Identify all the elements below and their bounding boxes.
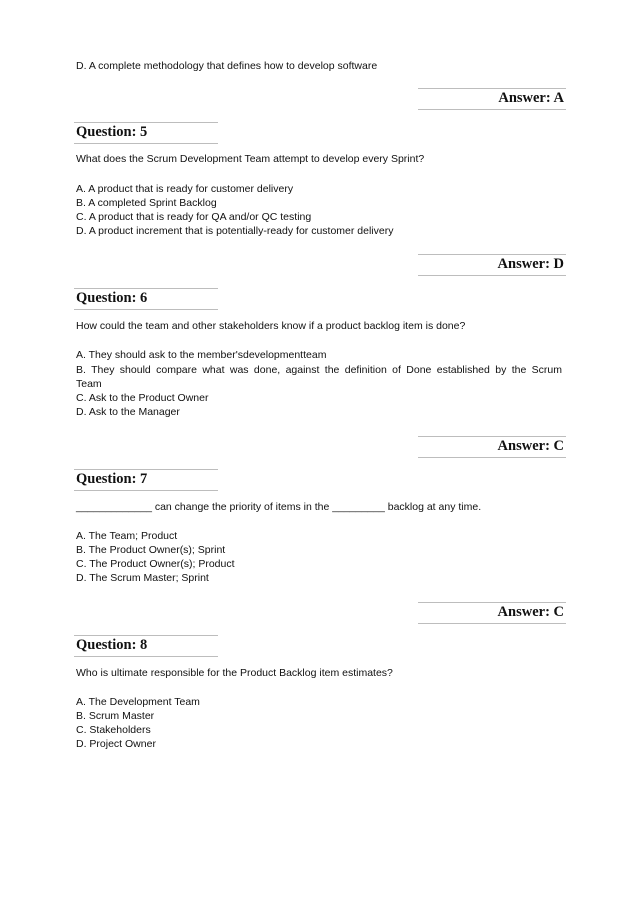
answer-label: Answer: C	[497, 604, 564, 620]
question-7-heading	[74, 469, 218, 491]
question-6-heading	[74, 288, 218, 310]
question-7-option-d: D. The Scrum Master; Sprint	[76, 572, 209, 584]
question-5-option-b: B. A completed Sprint Backlog	[76, 197, 217, 209]
question-title: Question: 5	[76, 124, 148, 140]
answer-box-5	[418, 254, 566, 276]
question-6-option-c: C. Ask to the Product Owner	[76, 392, 209, 404]
question-6-option-a: A. They should ask to the member'sdevelopmentteam	[76, 349, 327, 361]
question-8-option-a: A. The Development Team	[76, 696, 200, 708]
answer-label: Answer: D	[497, 256, 564, 272]
question-title: Question: 7	[76, 471, 148, 487]
answer-box-4	[418, 88, 566, 110]
question-5-option-a: A. A product that is ready for customer delivery	[76, 183, 294, 195]
question-6-option-b-continued: Team	[76, 378, 102, 390]
question-5-heading	[74, 122, 218, 144]
question-5-option-d: D. A product increment that is potentially-ready for customer delivery	[76, 225, 394, 237]
question-7-option-c: C. The Product Owner(s); Product	[76, 558, 235, 570]
question-5-text: What does the Scrum Development Team attempt to develop every Sprint?	[76, 153, 425, 165]
answer-label: Answer: A	[498, 90, 564, 106]
answer-box-6	[418, 436, 566, 458]
question-8-text: Who is ultimate responsible for the Product Backlog item estimates?	[76, 667, 393, 679]
question-8-option-b: B. Scrum Master	[76, 710, 155, 722]
question-6-option-d: D. Ask to the Manager	[76, 406, 180, 418]
question-5-option-c: C. A product that is ready for QA and/or QC testing	[76, 211, 312, 223]
question-8-heading	[74, 635, 218, 657]
question-8-option-c: C. Stakeholders	[76, 724, 151, 736]
question-7-option-a: A. The Team; Product	[76, 530, 178, 542]
answer-label: Answer: C	[497, 438, 564, 454]
question-6-option-b: B. They should compare what was done, against the definition of Done established by the Scrum	[76, 364, 562, 376]
question-7-option-b: B. The Product Owner(s); Sprint	[76, 544, 226, 556]
question-title: Question: 8	[76, 637, 148, 653]
question-title: Question: 6	[76, 290, 148, 306]
answer-box-7	[418, 602, 566, 624]
previous-option-d: D. A complete methodology that defines how to develop software	[76, 60, 378, 72]
question-8-option-d: D. Project Owner	[76, 738, 156, 750]
question-7-text: _____________ can change the priority of items in the _________ backlog at any time.	[76, 501, 482, 513]
question-6-text: How could the team and other stakeholders know if a product backlog item is done?	[76, 320, 466, 332]
